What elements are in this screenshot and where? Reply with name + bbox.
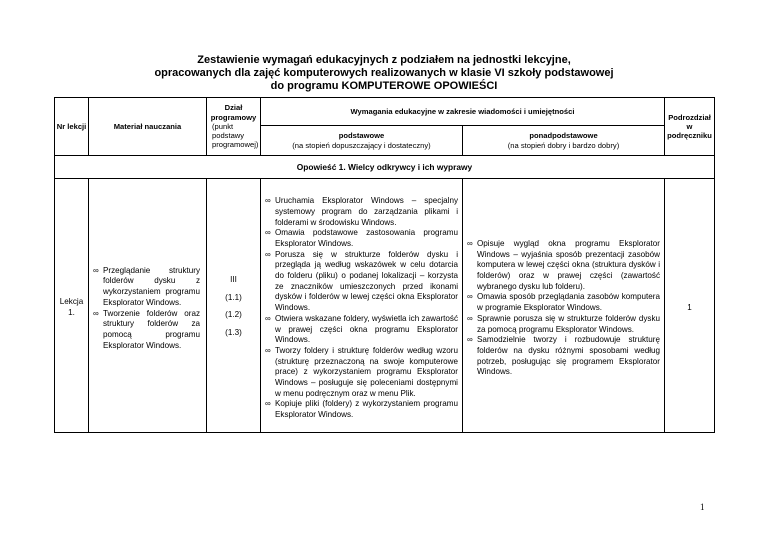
dzial-code: (1.2) (225, 310, 242, 319)
ponadpodstawowe-requirement: ∞ Omawia sposób przeglądania zasobów komputera w programie Eksplorator Windows. (467, 292, 660, 313)
header-podstawowe-label: podstawowe (338, 131, 385, 141)
title-line-2: opracowanych dla zajęć komputerowych realizowanych w klasie VI szkoły podstawowej (154, 67, 614, 79)
header-podrozdzial: Podrozdział w podręczniku (665, 98, 715, 156)
header-ponadpodstawowe-sub: (na stopień dobry i bardzo dobry) (507, 140, 620, 150)
podstawowe-requirement: ∞ Kopiuje pliki (foldery) z wykorzystaniem programu Eksplorator Windows. (265, 399, 458, 420)
header-nr-lekcji: Nr lekcji (55, 98, 89, 156)
header-wymagania: Wymagania edukacyjne w zakresie wiadomości i umiejętności (261, 98, 665, 126)
ponadpodstawowe-requirement: ∞ Samodzielnie tworzy i rozbudowuje strukturę folderów na dysku różnymi sposobami według potrzeb, posługując się programem Eksplorator Windows. (467, 335, 660, 378)
podstawowe-requirement: ∞ Otwiera wskazane foldery, wyświetla ich zawartość w prawej części okna programu Eksplorator Windows. (265, 314, 458, 346)
ponadpodstawowe-cell (463, 179, 665, 433)
section-row (55, 156, 715, 179)
header-material: Materiał nauczania (89, 98, 207, 156)
header-dzial-main: Dział programowy (210, 103, 257, 122)
title-line-1: Zestawienie wymagań edukacyjnych z podziałem na jednostki lekcyjne, (197, 54, 571, 66)
title-line-3: do programu KOMPUTEROWE OPOWIEŚCI (270, 80, 498, 92)
lesson-number: Lekcja 1. (55, 179, 89, 433)
dzial-list (208, 271, 259, 341)
header-dzial-sub: (punkt podstawy programowej) (212, 121, 259, 150)
podrozdzial-number: 1 (665, 179, 715, 433)
ponadpodstawowe-requirement: ∞ Sprawnie porusza się w strukturze folderów dysku za pomocą programu Eksplorator Windows. (467, 314, 660, 335)
lesson-row (55, 179, 715, 433)
material-cell (89, 179, 207, 433)
header-row-1 (55, 98, 715, 126)
header-dzial (207, 98, 261, 156)
material-item: ∞ Tworzenie folderów oraz struktury folderów za pomocą programu Eksplorator Windows. (93, 309, 200, 352)
document-title (0, 54, 768, 93)
ponadpodstawowe-requirement: ∞ Opisuje wygląd okna programu Eksplorator Windows – wyjaśnia sposób prezentacji zasobów komputera w lewej części okna (struktura dysków i folderów) oraz w prawej części (zawartość wybranego dysku lub folderu). (467, 239, 660, 293)
material-list (93, 266, 200, 352)
section-title: Opowieść 1. Wielcy odkrywcy i ich wyprawy (55, 156, 715, 179)
dzial-code: (1.3) (225, 327, 242, 337)
podstawowe-list (265, 196, 458, 421)
podstawowe-requirement: ∞ Omawia podstawowe zastosowania programu Eksplorator Windows. (265, 228, 458, 249)
requirements-table (54, 97, 715, 433)
dzial-cell (207, 179, 261, 433)
header-podstawowe (261, 126, 463, 156)
header-podstawowe-sub: (na stopień dopuszczający i dostateczny) (292, 140, 431, 150)
podstawowe-requirement: ∞ Porusza się w strukturze folderów dysku i przegląda ją według wskazówek w celu dotarcia do folderu (pliku) o podanej lokalizacji – korzysta ze znaczników umieszczonych przed ikonami dysków i folderów w lewej części okna Eksplorator Windows. (265, 250, 458, 314)
dzial-code: (1.1) (225, 292, 242, 302)
podstawowe-cell (261, 179, 463, 433)
ponadpodstawowe-list (467, 239, 660, 378)
dzial-code: III (230, 275, 237, 284)
header-ponadpodstawowe-label: ponadpodstawowe (529, 131, 598, 141)
podstawowe-requirement: ∞ Tworzy foldery i strukturę folderów według wzoru (strukturę przeznaczoną na swoje komputerowe prace) z wykorzystaniem programu Eksplorator Windows – posługuje się poleceniami dostępnymi w menu podręcznym oraz w menu Plik. (265, 346, 458, 400)
material-item: ∞ Przeglądanie struktury folderów dysku z wykorzystaniem programu Eksplorator Windows. (93, 266, 200, 309)
header-ponadpodstawowe (463, 126, 665, 156)
page-number: 1 (700, 502, 705, 512)
podstawowe-requirement: ∞ Uruchamia Eksplorator Windows – specjalny systemowy program do zarządzania plikami i folderami w środowisku Windows. (265, 196, 458, 228)
